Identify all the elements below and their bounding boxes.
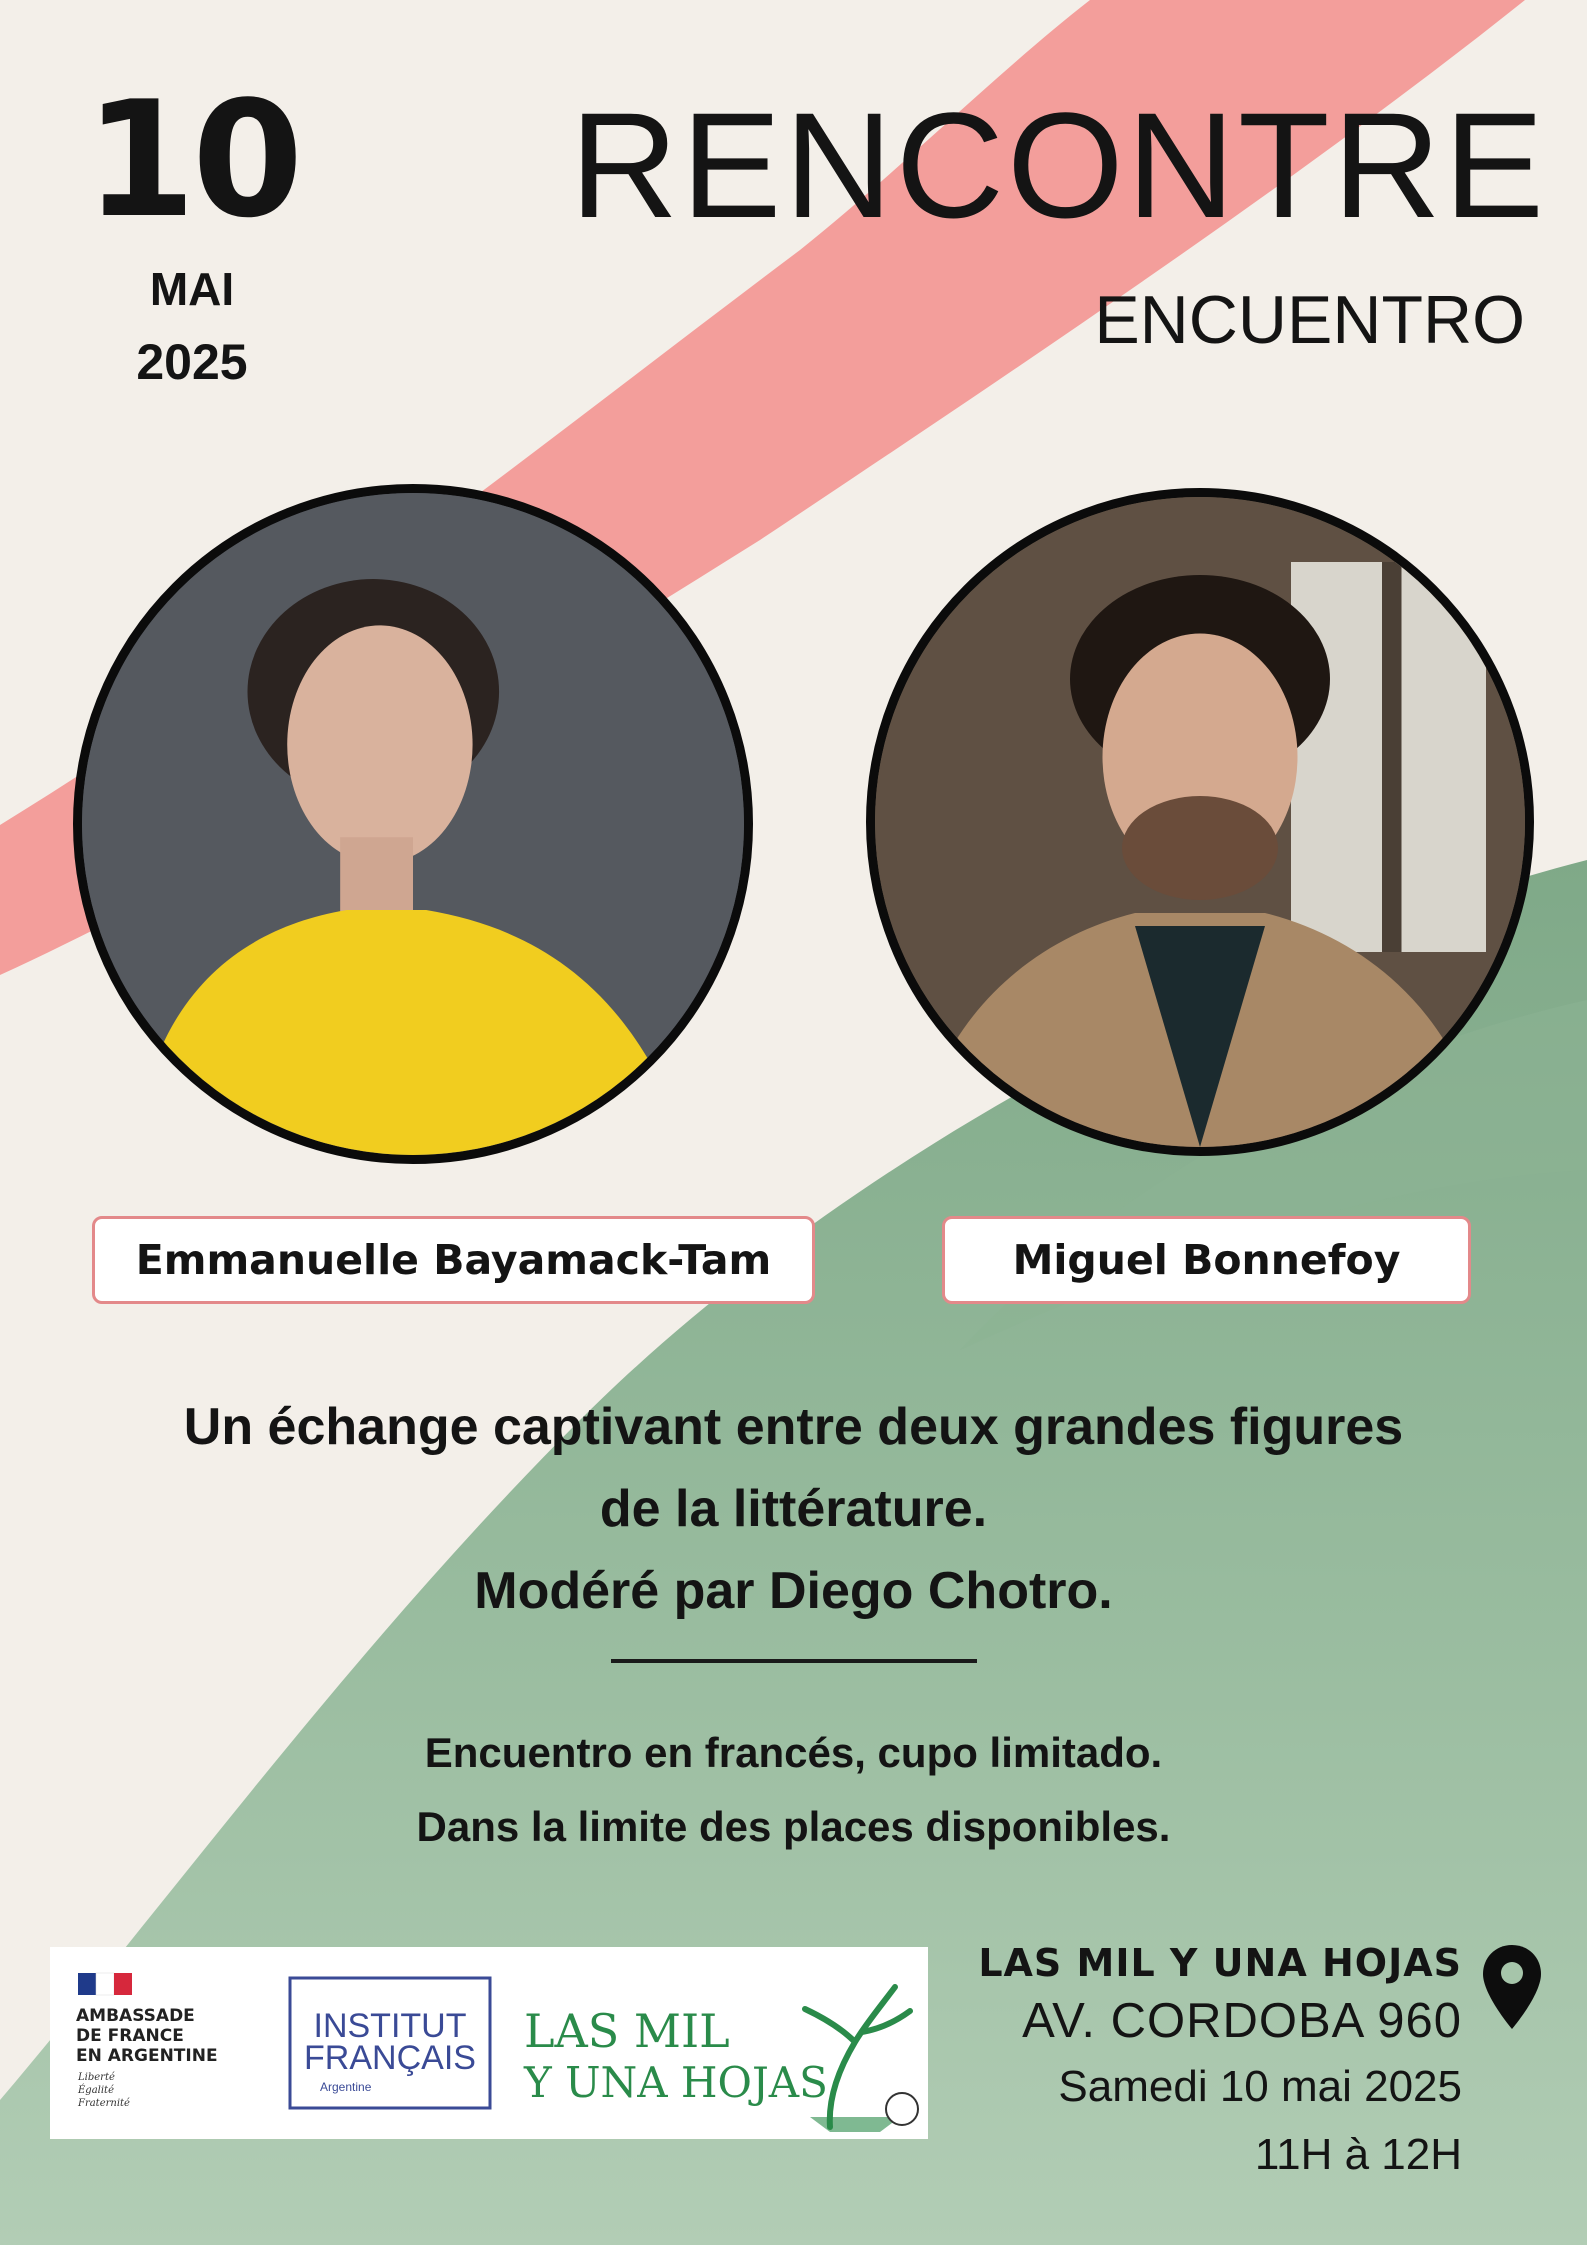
institut-francais-logo (290, 1978, 490, 2108)
venue-name: LAS MIL Y UNA HOJAS (978, 1941, 1462, 1985)
institut-line-2: FRANÇAIS (304, 2039, 476, 2077)
institut-line-1: INSTITUT (313, 2007, 467, 2045)
speaker-1-name: Emmanuelle Bayamack-Tam (92, 1216, 815, 1304)
speaker-2-portrait (866, 488, 1534, 1156)
event-year: 2025 (136, 334, 248, 390)
motto-line-3: Fraternité (78, 2098, 130, 2109)
note-line-2: Dans la limite des places disponibles. (416, 1803, 1171, 1850)
venue-address: AV. CORDOBA 960 (1022, 1994, 1462, 2048)
speaker-2-name: Miguel Bonnefoy (942, 1216, 1471, 1304)
event-subtitle: ENCUENTRO (1094, 282, 1525, 358)
venue-info (978, 1936, 1462, 2188)
event-day: 10 (84, 66, 300, 253)
event-title: RENCONTRE (569, 81, 1547, 249)
embassy-line-1: AMBASSADE (76, 2006, 195, 2026)
divider-line (611, 1659, 977, 1663)
event-month: MAI (149, 263, 235, 315)
event-note (60, 1716, 1527, 1864)
description-line-1: Un échange captivant entre deux grandes figures (183, 1398, 1404, 1456)
event-description (60, 1386, 1527, 1632)
partner-logos (50, 1947, 928, 2139)
note-line-1: Encuentro en francés, cupo limitado. (424, 1729, 1163, 1776)
bookstore-line-1: LAS MIL (524, 2004, 730, 2058)
motto-line-2: Égalité (78, 2085, 114, 2096)
description-line-2: de la littérature. (599, 1480, 988, 1538)
embassy-logo (76, 1973, 218, 2109)
location-pin-icon (1480, 1943, 1544, 2031)
las-mil-y-una-hojas-logo (523, 1987, 918, 2132)
institut-subtitle: Argentine (320, 2080, 372, 2094)
motto-line-1: Liberté (78, 2072, 115, 2083)
embassy-line-2: DE FRANCE (76, 2026, 184, 2046)
venue-time: 11H à 12H (1254, 2130, 1462, 2179)
description-line-3: Modéré par Diego Chotro. (474, 1562, 1113, 1620)
speaker-1-portrait (73, 484, 753, 1164)
embassy-line-3: EN ARGENTINE (76, 2046, 218, 2066)
venue-date: Samedi 10 mai 2025 (1058, 2062, 1462, 2111)
bookstore-line-2: Y UNA HOJAS (524, 2058, 828, 2107)
